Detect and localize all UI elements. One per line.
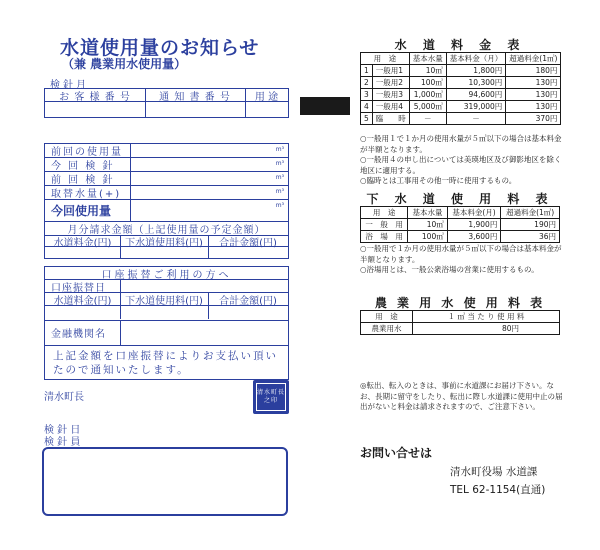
customer-number-label: お 客 様 番 号 (59, 91, 131, 103)
table-cell: 1,800円 (446, 65, 506, 77)
table-header: １ ㎥ 当 た り 使 用 料 (413, 311, 560, 323)
meter-month-label: 検針月 (50, 80, 89, 91)
table-row (361, 231, 560, 243)
transfer-heading: 口座振替ご利用の方へ (101, 269, 232, 281)
table-header: 超過料金(1㎥) (501, 207, 560, 219)
unit-label: m³ (275, 188, 284, 195)
current-usage-label: 今回使用量 (51, 204, 112, 218)
replaced-quantity-label: 取替水量(+) (51, 189, 122, 200)
sewer-rates-table (360, 206, 560, 243)
table-cell: 319,000円 (446, 101, 506, 113)
table-cell: 一 般 用 (361, 219, 408, 231)
table-cell: 100㎥ (409, 77, 446, 89)
table-header: 基本水量 (409, 53, 446, 65)
table-cell: 10,300円 (446, 77, 506, 89)
table-cell: 一般用1 (372, 65, 409, 77)
table-row (361, 101, 561, 113)
notice-number-label: 通 知 書 番 号 (159, 91, 231, 103)
sewer-fee-label: 下水道使用料(円) (125, 237, 203, 249)
table-header: 基本料金(月) (447, 207, 501, 219)
water-note-1: ○一般用１で１か月の使用水量が５㎥以下の場合は基本料金が半額となります。 (360, 134, 562, 154)
water-fee-label: 水道料金(円) (53, 237, 112, 249)
table-cell: 3 (361, 89, 373, 101)
form-title: 水道使用量のお知らせ (60, 37, 260, 59)
table-cell: 5 (361, 113, 373, 125)
table-cell: － (446, 113, 506, 125)
sewer-note-1: ○一般用で１か月の使用水量が５㎥以下の場合は基本料金が半額となります。 (360, 244, 562, 264)
water-rates-table (360, 52, 561, 125)
contact-tel: TEL 62-1154(直通) (450, 484, 546, 496)
unit-label: m³ (275, 174, 284, 181)
sewer-note-2: ○浴場用とは、一般公衆浴場の営業に使用するもの。 (360, 265, 539, 274)
official-seal (253, 380, 289, 414)
table-cell: 農業用水 (361, 323, 413, 335)
table-cell: 4 (361, 101, 373, 113)
meter-reader-label: 検 針 員 (44, 437, 81, 448)
unit-label: m³ (275, 146, 284, 153)
table-cell: 一般用4 (372, 101, 409, 113)
unit-label: m³ (275, 160, 284, 167)
form-subtitle: （兼 農業用水使用量） (62, 57, 187, 71)
address-box (42, 447, 288, 516)
table-cell: 5,000㎥ (409, 101, 446, 113)
table-cell: － (409, 113, 446, 125)
contact-office: 清水町役場 水道課 (450, 466, 538, 478)
previous-reading-label: 前 回 検 針 (51, 175, 115, 186)
table-cell: 1 (361, 65, 373, 77)
table-cell: 1,000㎥ (409, 89, 446, 101)
table-cell: 一般用3 (372, 89, 409, 101)
table-row (361, 77, 561, 89)
water-note-2: ○一般用４の申し出については美瑛地区及び御影地区を除く地区に適用する。 (360, 155, 562, 175)
total-amount-label: 合計金額(円) (219, 237, 277, 249)
table-cell: 94,600円 (446, 89, 506, 101)
table-cell: 180円 (506, 65, 561, 77)
table-cell: 浴 場 用 (361, 231, 408, 243)
table-row (361, 113, 561, 125)
table-cell: 10㎥ (408, 219, 447, 231)
table-cell: 36円 (501, 231, 560, 243)
table-cell: 1,900円 (447, 219, 501, 231)
prev-usage-label: 前回の使用量 (51, 147, 123, 158)
table-row (361, 219, 560, 231)
billing-heading: 月分請求金額（上記使用量の予定金額） (67, 225, 266, 236)
transfer-sewer-fee-label: 下水道使用料(円) (125, 295, 203, 307)
usage-type-value (245, 102, 288, 117)
table-cell: 10㎥ (409, 65, 446, 77)
transfer-total-label: 合計金額(円) (219, 295, 277, 307)
table-row (361, 65, 561, 77)
perforation-tab (300, 97, 350, 115)
table-cell: 臨 時 (372, 113, 409, 125)
table-cell: 130円 (506, 77, 561, 89)
bank-name-label: 金融機関名 (51, 329, 106, 340)
customer-header-box (44, 88, 289, 118)
agri-rates-title: 農 業 用 水 使 用 料 表 (374, 296, 546, 310)
table-cell: 130円 (506, 101, 561, 113)
table-header: 基本水量 (408, 207, 447, 219)
transfer-water-fee-label: 水道料金(円) (53, 295, 112, 307)
table-cell: 一般用2 (372, 77, 409, 89)
table-header: 用 途 (361, 207, 408, 219)
mayor-label: 清水町長 (44, 392, 84, 403)
table-cell: 100㎥ (408, 231, 447, 243)
sewer-rates-title: 下 水 道 使 用 料 表 (366, 192, 554, 206)
meter-day-label: 検 針 日 (44, 425, 81, 436)
unit-label: m³ (275, 202, 284, 209)
customer-number-value (45, 102, 145, 117)
agri-rates-table (360, 310, 560, 335)
table-cell: 130円 (506, 89, 561, 101)
table-cell: 190円 (501, 219, 560, 231)
water-note-3: ○臨時とは工事用その他一時に使用するもの。 (360, 176, 517, 185)
table-row (361, 323, 560, 335)
table-header: 超過料金(1㎥) (506, 53, 561, 65)
usage-type-label: 用 途 (254, 91, 279, 103)
table-cell: 3,600円 (447, 231, 501, 243)
readings-box (44, 143, 289, 259)
table-cell: 370円 (506, 113, 561, 125)
current-reading-label: 今 回 検 針 (51, 161, 115, 172)
table-header: 用 途 (361, 53, 410, 65)
contact-heading: お問い合せは (360, 446, 433, 460)
water-rates-title: 水 道 料 金 表 (394, 38, 526, 52)
table-header: 基本料金（月） (446, 53, 506, 65)
table-header: 用 途 (361, 311, 413, 323)
table-row (361, 89, 561, 101)
transfer-message: 上記金額を口座振替によりお支払い頂いたので通知いたします。 (53, 350, 278, 376)
table-cell: 2 (361, 77, 373, 89)
moving-notice: ◎転出、転入のときは、事前に水道課にお届け下さい。なお、長期に留守をしたり、転出に際し水道課に使用中止の届出がないと料金は請求されますので、ご注意下さい。 (360, 381, 563, 411)
table-cell: 80円 (413, 323, 560, 335)
seal-text: 清水町長之印 (256, 383, 286, 411)
transfer-date-label: 口座振替日 (51, 282, 106, 294)
notice-number-value (145, 102, 245, 117)
transfer-box (44, 266, 289, 380)
